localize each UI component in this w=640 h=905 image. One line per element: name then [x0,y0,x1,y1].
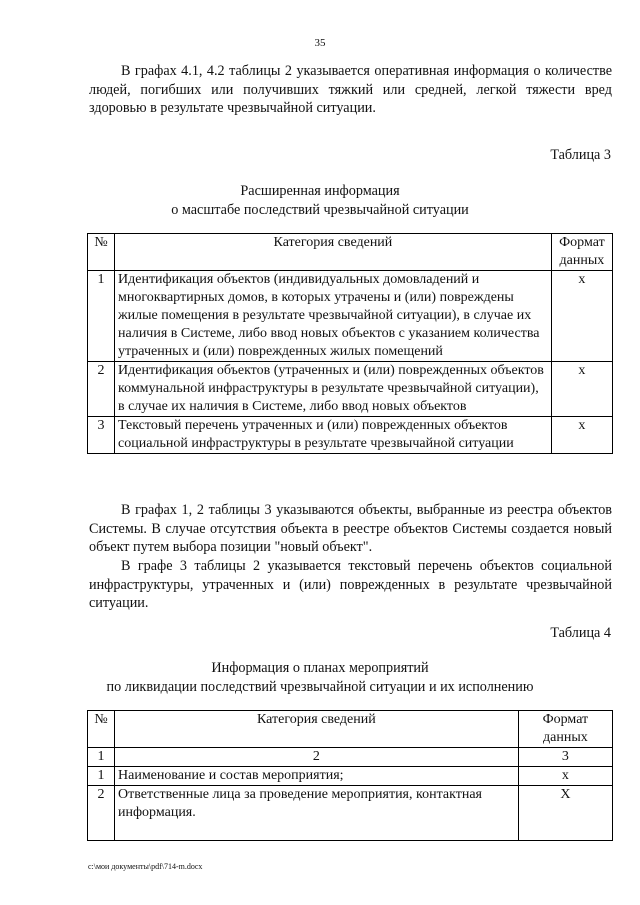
table-3-title-line-2: о масштабе последствий чрезвычайной ситуации [171,202,469,218]
table-4 [87,710,613,841]
column-header-number: № [88,234,115,271]
row-category: Идентификация объектов (утраченных и (или) поврежденных объектов коммунальной инфраструктуры в результате чрезвычайной ситуации), в случае их наличия в Системе, либо ввод новых объектов [115,362,552,417]
table-header-row [88,711,613,748]
footer-file-path: c:\мои документы\pdf\714-m.docx [88,862,203,871]
table-3 [87,233,613,454]
table-row [88,417,613,454]
row-category: Текстовый перечень утраченных и (или) поврежденных объектов социальной инфраструктуры в результате чрезвычайной ситуации [115,417,552,454]
table-4-title-line-1: Информация о планах мероприятий [211,660,429,676]
row-number: 2 [88,786,115,841]
row-format: x [551,417,612,454]
column-header-category: Категория сведений [115,711,519,748]
row-category: Идентификация объектов (индивидуальных домовладений и многоквартирных домов, в которых утрачены и (или) повреждены жилые помещения в результате чрезвычайной ситуации), в случае их наличия в Системе, либо ввод новых объектов с указанием количества утраченных и (или) поврежденных жилых помещений [115,271,552,362]
row-number: 1 [88,271,115,362]
table-3-label: Таблица 3 [550,147,611,163]
table-row [88,271,613,362]
row-number: 1 [88,767,115,786]
row-format: x [518,767,612,786]
table-index-row [88,748,613,767]
row-format: x [551,271,612,362]
paragraph-3: В графе 3 таблицы 2 указывается текстовый перечень объектов социальной инфраструктуры, утраченных и (или) поврежденных в результате чрезвычайной ситуации. [89,558,612,611]
row-number: 3 [88,417,115,454]
row-number: 2 [88,362,115,417]
table-row [88,362,613,417]
column-header-format: Формат данных [551,234,612,271]
row-category: Наименование и состав мероприятия; [115,767,519,786]
table-4-label: Таблица 4 [550,625,611,641]
column-header-number: № [88,711,115,748]
column-header-format: Формат данных [518,711,612,748]
paragraph-1: В графах 4.1, 4.2 таблицы 2 указывается оперативная информация о количестве людей, погибших или получивших тяжкий или средней, легкой тяжести вред здоровью в результате чрезвычайной ситуации. [89,63,612,116]
table-header-row [88,234,613,271]
table-row [88,767,613,786]
table-4-title-line-2: по ликвидации последствий чрезвычайной ситуации и их исполнению [106,679,534,695]
row-format: X [518,786,612,841]
row-category: Ответственные лица за проведение мероприятия, контактная информация. [115,786,519,841]
index-cell: 1 [88,748,115,767]
table-3-title-line-1: Расширенная информация [240,183,400,199]
index-cell: 2 [115,748,519,767]
row-format: x [551,362,612,417]
page-number: 35 [314,37,326,49]
table-row [88,786,613,841]
column-header-category: Категория сведений [115,234,552,271]
paragraph-2: В графах 1, 2 таблицы 3 указываются объекты, выбранные из реестра объектов Системы. В случае отсутствия объекта в реестре объектов Системы создается новый объект путем выбора позиции "новый объект". [89,502,612,555]
index-cell: 3 [518,748,612,767]
